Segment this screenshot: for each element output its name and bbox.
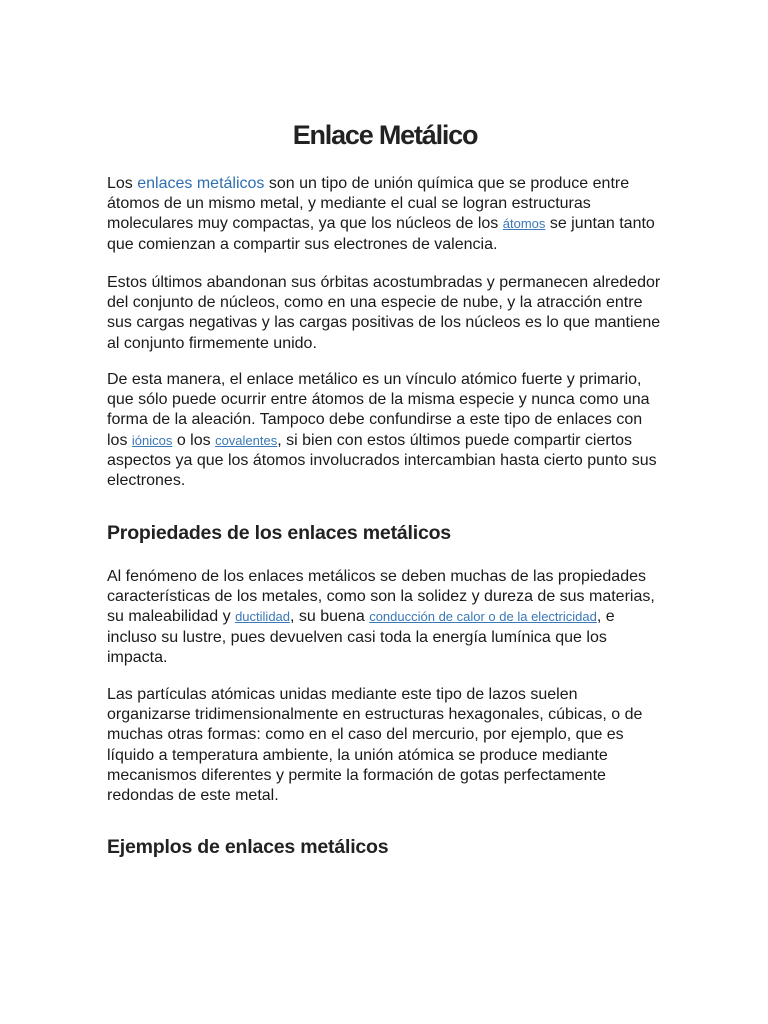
paragraph-text: De esta manera, el enlace metálico es un vínculo atómico fuerte y primario, que sólo puede ocurrir entre átomos de la misma especie y nunca como una forma de la aleación. Tampoco debe confundirse a este tipo de enlaces con los	[107, 371, 650, 449]
paragraph-propiedades	[107, 567, 663, 668]
link-covalentes[interactable]: covalentes	[215, 432, 278, 448]
link-atomos[interactable]: átomos	[502, 216, 546, 232]
heading-ejemplos: Ejemplos de enlaces metálicos	[107, 836, 389, 858]
heading-propiedades: Propiedades de los enlaces metálicos	[107, 522, 451, 544]
link-enlaces-metalicos[interactable]: enlaces metálicos	[137, 175, 265, 192]
paragraph-text: , e incluso su lustre, pues devuelven casi toda la energía lumínica que los impacta.	[107, 608, 615, 666]
link-ionicos[interactable]: iónicos	[131, 432, 173, 448]
paragraph-text: , si bien con estos últimos puede compartir ciertos aspectos ya que los átomos involucrados intercambian hasta cierto punto sus electrones.	[107, 431, 657, 490]
paragraph-text: o los	[172, 431, 216, 449]
paragraph-text: Los	[107, 175, 138, 192]
paragraph-text: Al fenómeno de los enlaces metálicos se deben muchas de las propiedades características de los metales, como son la solidez y dureza de sus materias, su maleabilidad y	[107, 568, 655, 626]
paragraph-text: se juntan tanto que comienzan a compartir sus electrones de valencia.	[107, 215, 655, 253]
link-conduccion[interactable]: conducción de calor o de la electricidad	[369, 609, 597, 625]
paragraph-text: , su buena	[290, 608, 370, 626]
paragraph-vinculo	[107, 370, 663, 491]
paragraph-intro	[107, 174, 663, 255]
page-title: Enlace Metálico	[292, 120, 478, 150]
paragraph-particulas: Las partículas atómicas unidas mediante este tipo de lazos suelen organizarse tridimensionalmente en estructuras hexagonales, cúbicas, o de muchas otras formas: como en el caso del mercurio, por ejemplo, que es líquido a temperatura ambiente, la unión atómica se produce mediante mecanismos diferentes y permite la formación de gotas perfectamente redondas de este metal.	[107, 686, 643, 805]
paragraph-orbitas: Estos últimos abandonan sus órbitas acostumbradas y permanecen alrededor del conjunto de núcleos, como en una especie de nube, y la atracción entre sus cargas negativas y las cargas positivas de los núcleos es lo que mantiene al conjunto firmemente unido.	[107, 274, 661, 352]
link-ductilidad[interactable]: ductilidad	[235, 609, 291, 625]
paragraph-text: son un tipo de unión química que se produce entre átomos de un mismo metal, y mediante el cual se logran estructuras moleculares muy compactas, ya que los núcleos de los	[107, 175, 630, 233]
